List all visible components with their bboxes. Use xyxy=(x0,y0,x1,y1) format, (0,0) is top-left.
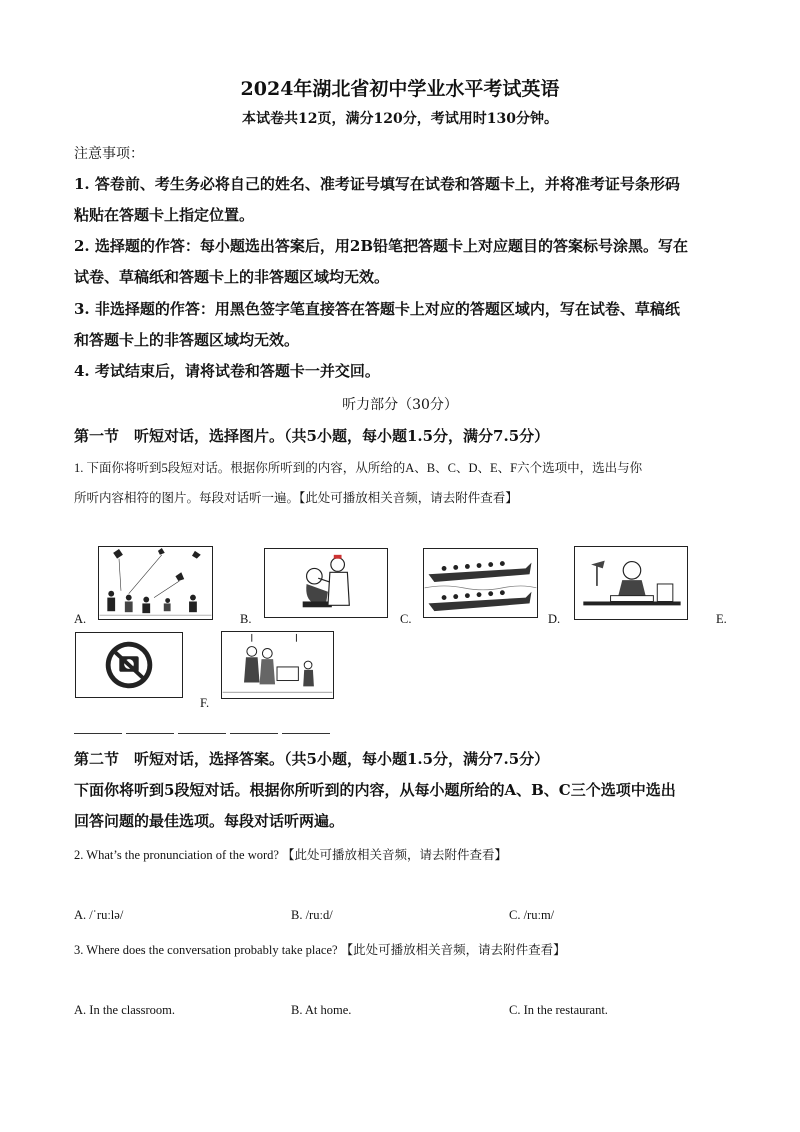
picture-a-label: A. xyxy=(74,612,87,626)
question-2-option-b[interactable]: B. /ruːd/ xyxy=(291,908,333,922)
section2-instruction-2: 回答问题的最佳选项。每段对话听两遍。 xyxy=(74,812,345,830)
picture-e-label: E. xyxy=(716,612,727,626)
note-line-5: 3. 非选择题的作答：用黑色签字笔直接答在答题卡上对应的答题区域内，写在试卷、草稿纸 xyxy=(74,300,680,318)
question-2-option-c[interactable]: C. /ruːm/ xyxy=(509,908,555,922)
question-3-stem: 3. Where does the conversation probably take place? 【此处可播放相关音频，请去附件查看】 xyxy=(74,943,566,957)
section1-instruction-2: 所听内容相符的图片。每段对话听一遍。【此处可播放相关音频，请去附件查看】 xyxy=(74,491,518,505)
answer-blank-1[interactable] xyxy=(74,733,122,734)
question-3-option-c[interactable]: C. In the restaurant. xyxy=(509,1003,608,1017)
picture-c-dragon-boats xyxy=(423,548,538,618)
question-2-option-a[interactable]: A. /ˈruːlə/ xyxy=(74,908,124,922)
picture-d-student-studying xyxy=(574,546,688,620)
dragon-boat-illustration xyxy=(424,549,537,617)
note-line-2: 粘贴在答题卡上指定位置。 xyxy=(74,206,255,224)
question-3-option-a[interactable]: A. In the classroom. xyxy=(74,1003,176,1017)
note-line-6: 和答题卡上的非答题区域均无效。 xyxy=(74,331,300,349)
exam-title: 2024年湖北省初中学业水平考试英语 xyxy=(240,78,560,100)
answer-blank-3[interactable] xyxy=(178,733,226,734)
no-photography-sign-illustration xyxy=(76,633,182,697)
picture-a-kite-flying xyxy=(98,546,213,620)
exam-subtitle: 本试卷共12页，满分120分，考试用时130分钟。 xyxy=(242,111,558,127)
kite-flying-illustration xyxy=(99,547,212,619)
notes-heading: 注意事项： xyxy=(74,146,144,162)
answer-blank-5[interactable] xyxy=(282,733,330,734)
dentist-illustration xyxy=(265,549,387,617)
picture-b-label: B. xyxy=(240,612,252,626)
listening-heading: 听力部分（30分） xyxy=(342,397,458,413)
note-line-4: 试卷、草稿纸和答题卡上的非答题区域均无效。 xyxy=(74,268,390,286)
picture-f-label: F. xyxy=(200,696,210,710)
student-studying-illustration xyxy=(575,547,687,619)
question-2-stem: 2. What’s the pronunciation of the word? 【此处可播放相关音频，请去附件查看】 xyxy=(74,848,508,862)
answer-blank-4[interactable] xyxy=(230,733,278,734)
picture-f-family-shopping xyxy=(221,631,334,699)
note-line-3: 2. 选择题的作答：每小题选出答案后，用2B铅笔把答题卡上对应题目的答案标号涂黑。写在 xyxy=(74,237,689,255)
answer-blank-2[interactable] xyxy=(126,733,174,734)
section1-instruction-1: 1. 下面你将听到5段短对话。根据你所听到的内容，从所给的A、B、C、D、E、F六个选项中，选出与你 xyxy=(74,461,643,475)
picture-e-no-photo-sign xyxy=(75,632,183,698)
section1-heading: 第一节 听短对话，选择图片。（共5小题，每小题1.5分，满分7.5分） xyxy=(74,427,550,445)
section2-instruction-1: 下面你将听到5段短对话。根据你所听到的内容，从每小题所给的A、B、C三个选项中选出 xyxy=(74,781,676,799)
question-3-option-b[interactable]: B. At home. xyxy=(291,1003,352,1017)
note-line-1: 1. 答卷前、考生务必将自己的姓名、准考证号填写在试卷和答题卡上，并将准考证号条形码 xyxy=(74,175,680,193)
family-shopping-illustration xyxy=(222,632,333,698)
picture-d-label: D. xyxy=(548,612,561,626)
section2-heading: 第二节 听短对话，选择答案。（共5小题，每小题1.5分，满分7.5分） xyxy=(74,750,550,768)
note-line-7: 4. 考试结束后，请将试卷和答题卡一并交回。 xyxy=(74,362,380,380)
picture-c-label: C. xyxy=(400,612,412,626)
picture-b-dentist xyxy=(264,548,388,618)
